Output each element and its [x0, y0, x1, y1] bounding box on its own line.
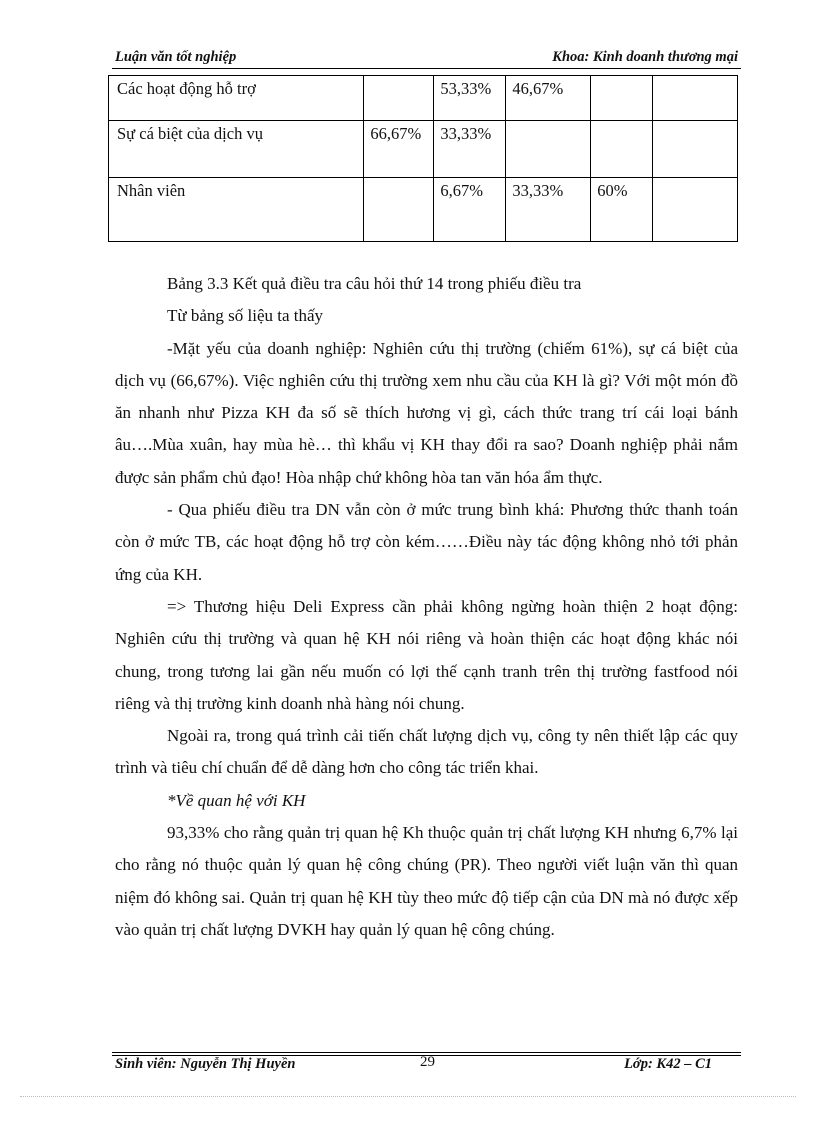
header-thesis-label: Luận văn tốt nghiệp — [115, 49, 237, 65]
row-label: Sự cá biệt của dịch vụ — [109, 121, 364, 178]
table-cell — [591, 76, 653, 121]
table-cell — [506, 121, 591, 178]
table-row — [109, 178, 738, 242]
table-row — [109, 121, 738, 178]
page-edge-dotted-line — [20, 1096, 796, 1097]
table-cell: 53,33% — [434, 76, 506, 121]
table-cell: 66,67% — [364, 121, 434, 178]
page-number: 29 — [420, 1054, 435, 1070]
table-row — [109, 76, 738, 121]
page-header — [115, 49, 740, 69]
header-rule — [112, 68, 741, 69]
table-cell — [653, 178, 738, 242]
table-cell — [653, 121, 738, 178]
subheading-customer-relations: *Về quan hệ với KH — [167, 790, 306, 810]
row-label: Nhân viên — [109, 178, 364, 242]
document-body — [115, 268, 738, 946]
intro-line: Từ bảng số liệu ta thấy — [167, 306, 324, 326]
table-cell: 46,67% — [506, 76, 591, 121]
table-cell — [653, 76, 738, 121]
footer-class-label: Lớp: K42 – C1 — [624, 1056, 712, 1072]
survey-results-table — [108, 75, 738, 242]
row-label: Các hoạt động hỗ trợ — [109, 76, 364, 121]
paragraph-payment: - Qua phiếu điều tra DN vẫn còn ở mức trung bình khá: Phương thức thanh toán còn ở mức TB, các hoạt động hỗ trợ còn kém……Điều này tác động không nhỏ tới phản ứng của KH. — [115, 500, 738, 584]
table-cell — [591, 121, 653, 178]
table-cell — [364, 178, 434, 242]
table-cell: 33,33% — [506, 178, 591, 242]
page-footer — [115, 1056, 740, 1076]
table-cell — [364, 76, 434, 121]
header-faculty-label: Khoa: Kinh doanh thương mại — [552, 49, 738, 65]
paragraph-improvement: Ngoài ra, trong quá trình cải tiến chất lượng dịch vụ, công ty nên thiết lập các quy trình và tiêu chí chuẩn để dễ dàng hơn cho công tác triển khai. — [115, 726, 738, 778]
table-cell: 6,67% — [434, 178, 506, 242]
footer-student-label: Sinh viên: Nguyễn Thị Huyền — [115, 1056, 296, 1072]
table-cell: 33,33% — [434, 121, 506, 178]
paragraph-crm: 93,33% cho rằng quản trị quan hệ Kh thuộc quản trị chất lượng KH nhưng 6,7% lại cho rằng nó thuộc quản lý quan hệ công chúng (PR). Theo người viết luận văn thì quan niệm đó không sai. Quản trị quan hệ KH tùy theo mức độ tiếp cận của DN mà nó được xếp vào quản trị chất lượng DVKH hay quản lý quan hệ công chúng. — [115, 823, 738, 939]
paragraph-brand: => Thương hiệu Deli Express cần phải không ngừng hoàn thiện 2 hoạt động: Nghiên cứu thị trường và quan hệ KH nói riêng và hoàn thiện các hoạt động khác nói chung, trong tương lai gần nếu muốn có lợi thế cạnh tranh trên thị trường fastfood nói riêng và thị trường kinh doanh nhà hàng nói chung. — [115, 596, 738, 713]
paragraph-weaknesses: -Mặt yếu của doanh nghiệp: Nghiên cứu thị trường (chiếm 61%), sự cá biệt của dịch vụ (66,67%). Việc nghiên cứu thị trường xem nhu cầu của KH là gì? Với một món đồ ăn nhanh như Pizza KH đa số sẽ thích hương vị gì, cách thức trang trí cái loại bánh âu….Mùa xuân, hay mùa hè… thì khẩu vị KH thay đổi ra sao? Doanh nghiệp phải nắm được sản phẩm chủ đạo! Hòa nhập chứ không hòa tan văn hóa ẩm thực. — [115, 338, 738, 487]
footer-rule-top — [112, 1052, 741, 1053]
table-caption: Bảng 3.3 Kết quả điều tra câu hỏi thứ 14 trong phiếu điều tra — [167, 274, 582, 293]
table-cell: 60% — [591, 178, 653, 242]
